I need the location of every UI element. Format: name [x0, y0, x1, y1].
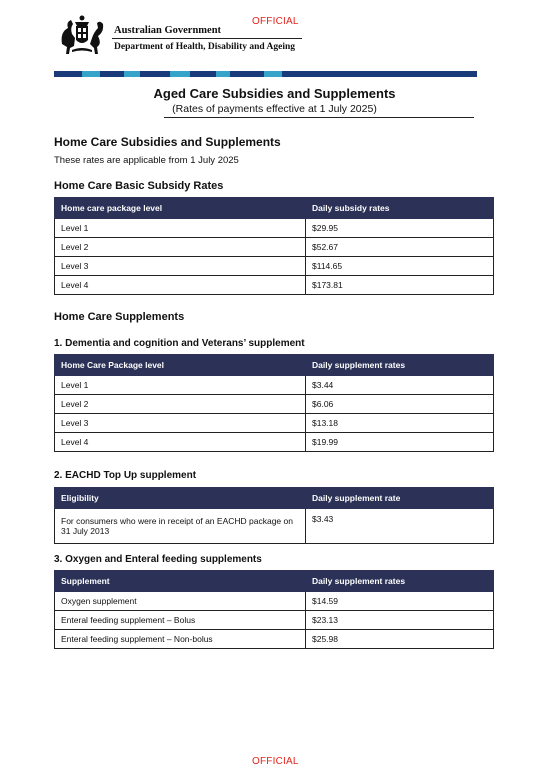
table-cell: Enteral feeding supplement – Bolus	[55, 611, 306, 630]
table-header-row	[55, 488, 494, 509]
basic-subsidy-heading: Home Care Basic Subsidy Rates	[54, 180, 224, 192]
stripe-segment	[54, 71, 82, 77]
dementia-heading: 1. Dementia and cognition and Veterans’ supplement	[54, 338, 305, 349]
eachd-table	[54, 487, 494, 544]
dementia-table	[54, 354, 494, 452]
stripe-segment	[124, 71, 140, 77]
decorative-stripe	[54, 71, 477, 77]
column-header: Daily supplement rate	[306, 488, 494, 509]
government-name: Australian Government	[114, 25, 222, 36]
column-header: Home Care Package level	[55, 355, 306, 376]
stripe-segment	[216, 71, 230, 77]
classification-marking-bottom: OFFICIAL	[252, 756, 299, 767]
table-cell: $25.98	[306, 630, 494, 649]
table-cell: Level 3	[55, 257, 306, 276]
oxygen-table	[54, 570, 494, 649]
table-row	[55, 592, 494, 611]
table-cell: $173.81	[306, 276, 494, 295]
table-cell: $114.65	[306, 257, 494, 276]
table-row	[55, 509, 494, 544]
table-cell: $29.95	[306, 219, 494, 238]
column-header: Home care package level	[55, 198, 306, 219]
oxygen-heading: 3. Oxygen and Enteral feeding supplements	[54, 554, 262, 565]
basic-subsidy-table	[54, 197, 494, 295]
table-row	[55, 257, 494, 276]
table-row	[55, 376, 494, 395]
table-cell: Oxygen supplement	[55, 592, 306, 611]
table-header-row	[55, 198, 494, 219]
table-row	[55, 219, 494, 238]
column-header: Daily supplement rates	[306, 571, 494, 592]
stripe-segment	[170, 71, 190, 77]
table-row	[55, 611, 494, 630]
document-subtitle: (Rates of payments effective at 1 July 2025)	[172, 103, 377, 115]
table-row	[55, 238, 494, 257]
table-cell: Level 1	[55, 376, 306, 395]
table-cell: For consumers who were in receipt of an EACHD package on 31 July 2013	[55, 509, 306, 544]
department-name: Department of Health, Disability and Ageing	[114, 42, 296, 52]
column-header: Eligibility	[55, 488, 306, 509]
coat-of-arms-icon	[54, 14, 110, 56]
table-cell: Level 2	[55, 238, 306, 257]
table-header-row	[55, 571, 494, 592]
table-cell: Level 3	[55, 414, 306, 433]
section-intro: These rates are applicable from 1 July 2025	[54, 155, 239, 166]
table-row	[55, 630, 494, 649]
header-divider	[112, 38, 302, 39]
column-header: Supplement	[55, 571, 306, 592]
column-header: Daily subsidy rates	[306, 198, 494, 219]
stripe-segment	[190, 71, 216, 77]
table-cell: $52.67	[306, 238, 494, 257]
table-cell: $6.06	[306, 395, 494, 414]
classification-marking-top: OFFICIAL	[252, 16, 299, 27]
table-cell: $3.44	[306, 376, 494, 395]
table-cell: $14.59	[306, 592, 494, 611]
table-cell: Level 4	[55, 276, 306, 295]
title-underline	[164, 117, 474, 118]
table-cell: Enteral feeding supplement – Non-bolus	[55, 630, 306, 649]
table-cell: $13.18	[306, 414, 494, 433]
section-heading: Home Care Subsidies and Supplements	[54, 135, 281, 149]
table-row	[55, 433, 494, 452]
document-title: Aged Care Subsidies and Supplements	[153, 86, 396, 101]
table-cell: Level 1	[55, 219, 306, 238]
table-cell: Level 4	[55, 433, 306, 452]
table-cell: Level 2	[55, 395, 306, 414]
stripe-segment	[264, 71, 282, 77]
stripe-segment	[230, 71, 264, 77]
table-header-row	[55, 355, 494, 376]
table-cell: $3.43	[306, 509, 494, 544]
stripe-segment	[282, 71, 477, 77]
table-cell: $19.99	[306, 433, 494, 452]
table-row	[55, 395, 494, 414]
stripe-segment	[82, 71, 100, 77]
table-cell: $23.13	[306, 611, 494, 630]
table-row	[55, 414, 494, 433]
stripe-segment	[140, 71, 170, 77]
eachd-heading: 2. EACHD Top Up supplement	[54, 470, 197, 481]
supplements-heading: Home Care Supplements	[54, 311, 185, 323]
table-row	[55, 276, 494, 295]
stripe-segment	[100, 71, 124, 77]
column-header: Daily supplement rates	[306, 355, 494, 376]
